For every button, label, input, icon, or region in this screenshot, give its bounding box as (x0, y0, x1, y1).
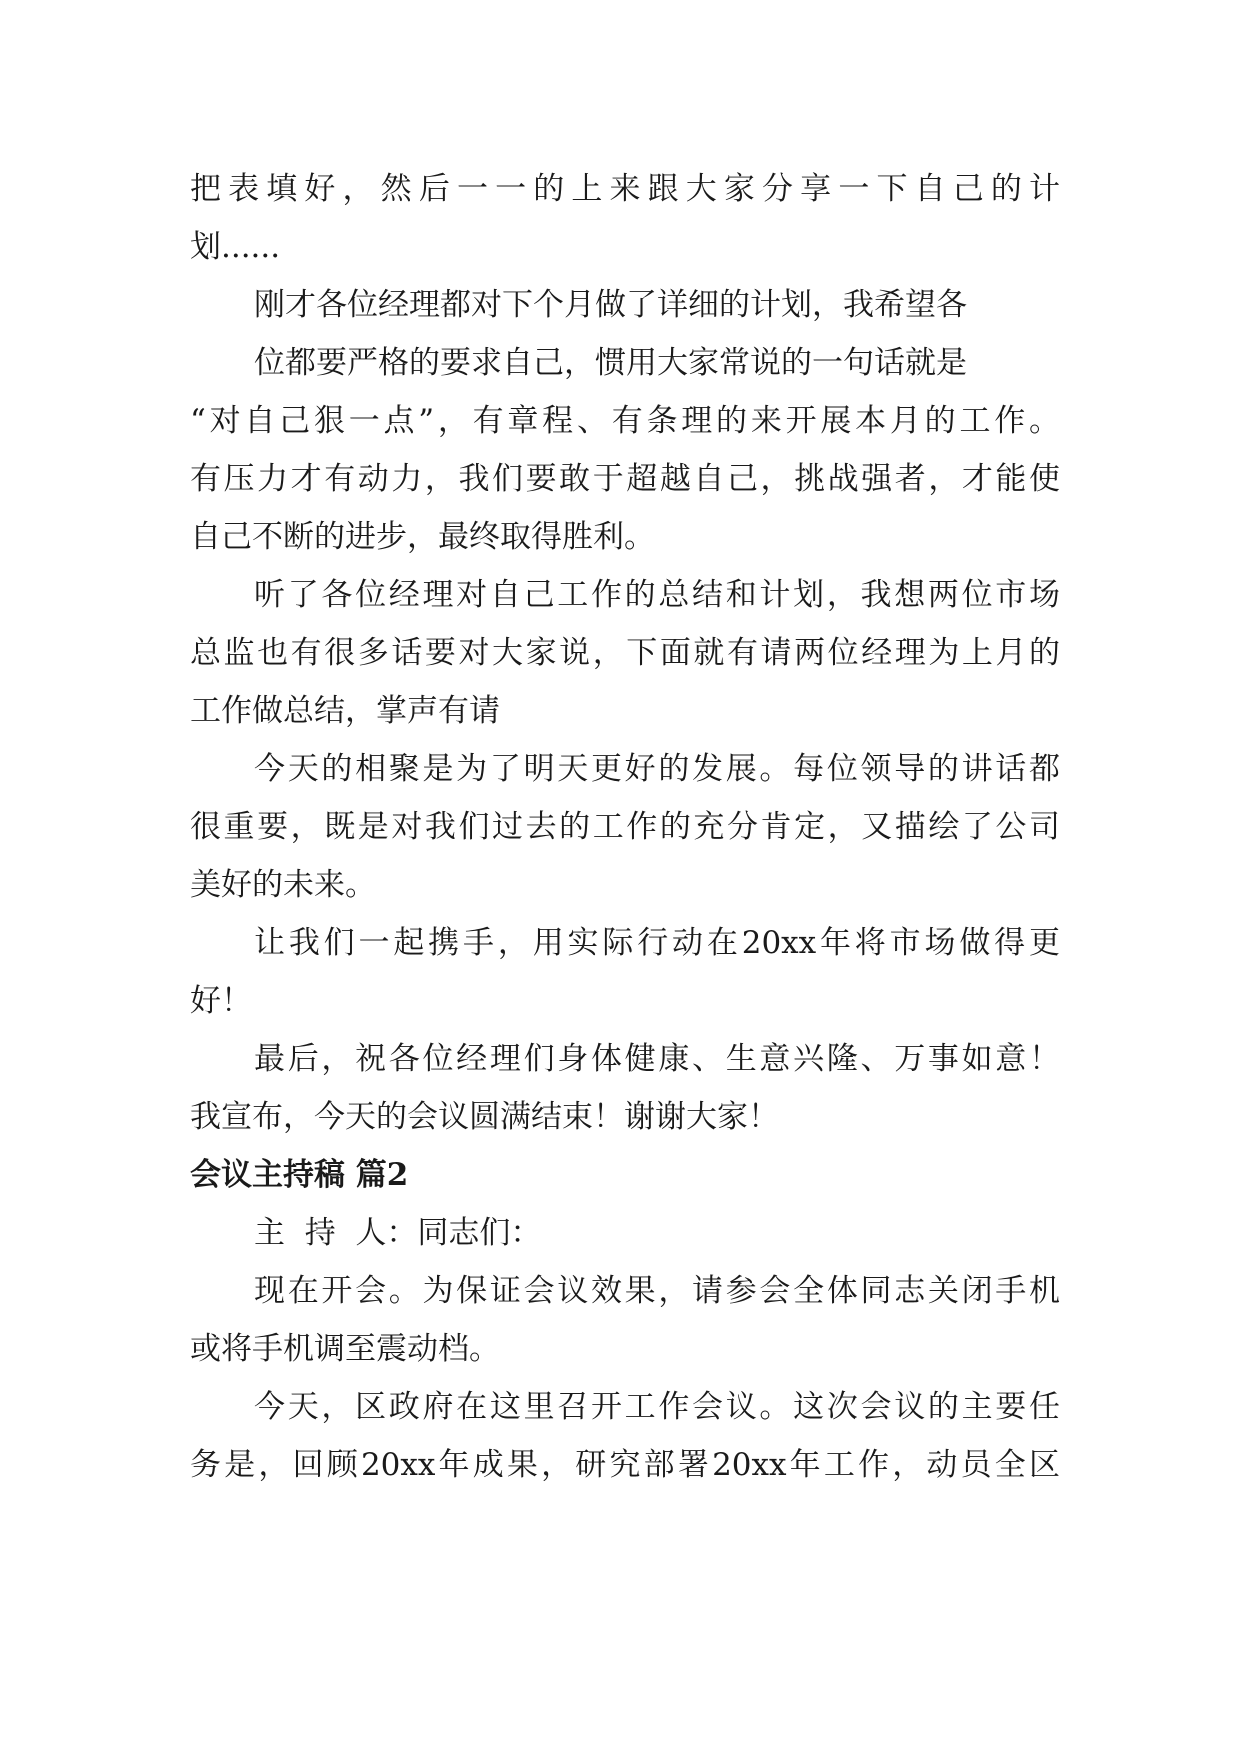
paragraph-line: “对自己狠一点”，有章程、有条理的来开展本月的工作。 (190, 403, 1060, 439)
paragraph-line: 工作做总结，掌声有请 (190, 693, 500, 729)
paragraph-line: 或将手机调至震动档。 (190, 1331, 500, 1367)
paragraph-line: 美好的未来。 (190, 867, 376, 903)
paragraph-line: 今天，区政府在这里召开工作会议。这次会议的主要任 (254, 1389, 1060, 1425)
document-page (190, 160, 1060, 1494)
paragraph-line: 务是，回顾20xx年成果，研究部署20xx年工作，动员全区 (190, 1447, 1060, 1483)
paragraph-line: 位都要严格的要求自己，惯用大家常说的一句话就是 (254, 345, 967, 381)
paragraph-line: 现在开会。为保证会议效果，请参会全体同志关闭手机 (254, 1273, 1060, 1309)
paragraph-line: 听了各位经理对自己工作的总结和计划，我想两位市场 (254, 577, 1060, 613)
paragraph-line: 好！ (190, 983, 252, 1019)
paragraph-line: 最后，祝各位经理们身体健康、生意兴隆、万事如意！ (254, 1041, 1060, 1077)
paragraph-line: 很重要，既是对我们过去的工作的充分肯定，又描绘了公司 (190, 809, 1060, 845)
paragraph-line: 把表填好，然后一一的上来跟大家分享一下自己的计 (190, 171, 1060, 207)
section-heading: 会议主持稿 篇2 (190, 1157, 409, 1193)
paragraph-line: 主 持 人：同志们： (254, 1215, 542, 1251)
paragraph-line: 划...... (190, 229, 281, 265)
paragraph-line: 我宣布，今天的会议圆满结束！谢谢大家！ (190, 1099, 779, 1135)
paragraph-line: 总监也有很多话要对大家说，下面就有请两位经理为上月的 (190, 635, 1060, 671)
paragraph-line: 让我们一起携手，用实际行动在20xx年将市场做得更 (254, 925, 1060, 961)
paragraph-line: 今天的相聚是为了明天更好的发展。每位领导的讲话都 (254, 751, 1060, 787)
paragraph-line: 自己不断的进步，最终取得胜利。 (190, 519, 655, 555)
paragraph-line: 刚才各位经理都对下个月做了详细的计划，我希望各 (254, 287, 967, 323)
paragraph-line: 有压力才有动力，我们要敢于超越自己，挑战强者，才能使 (190, 461, 1060, 497)
